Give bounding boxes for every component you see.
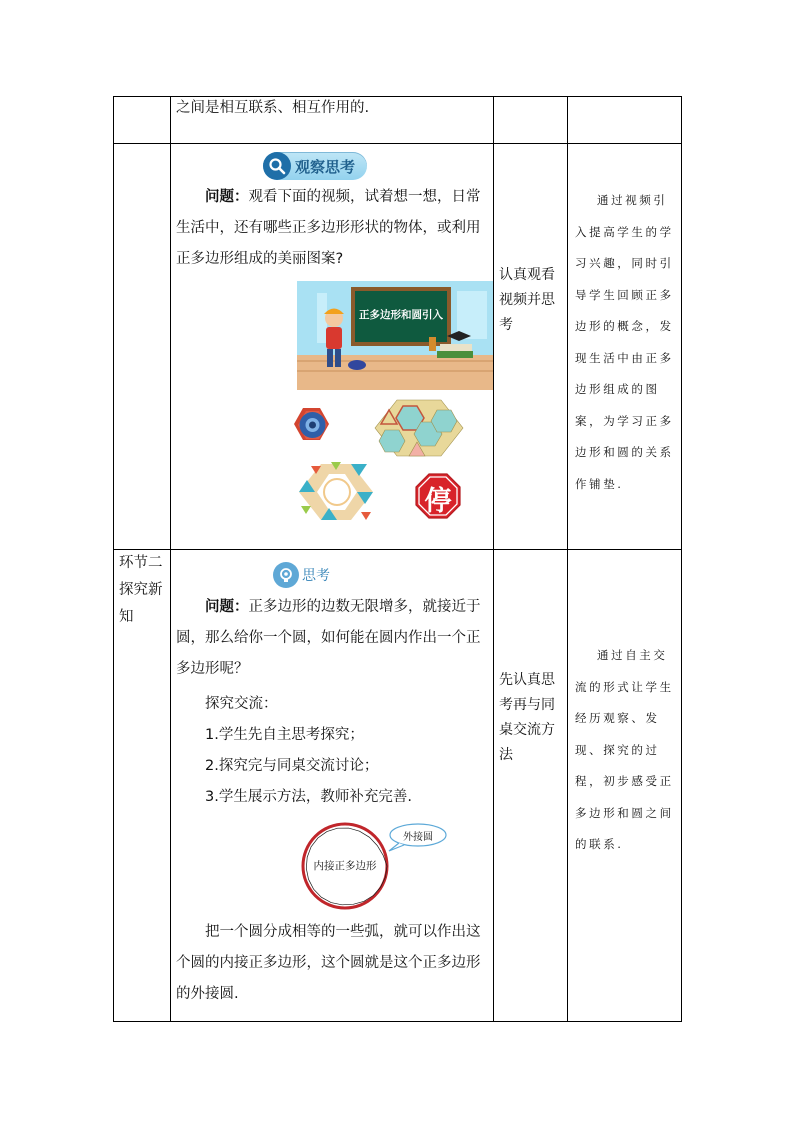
- stop-sign-text: 停: [424, 486, 452, 517]
- ring-pattern-image: [299, 462, 373, 520]
- nut-hexagon-image: [294, 408, 329, 440]
- content-cell: [171, 144, 494, 550]
- hexagon-tiling-image: [375, 400, 463, 456]
- design-intent: 通过视频引入提高学生的学习兴趣，同时引导学生回顾正多边形的概念，发现生活中由正多边形组成的图案，为学习正多边形和圆的关系作铺垫.: [575, 193, 674, 491]
- think-badge: [273, 562, 340, 588]
- badge-label: 观察思考: [295, 157, 356, 176]
- stage-cell: [114, 550, 171, 1022]
- continued-text: 之间是相互联系、相互作用的.: [176, 100, 370, 116]
- table-row: [114, 550, 682, 1022]
- intent-cell: [568, 97, 682, 144]
- inscribed-polygon-diagram: [171, 815, 493, 911]
- video-title: 正多边形和圆引入: [359, 309, 443, 321]
- question-paragraph: [171, 592, 493, 685]
- step-item: 3.学生展示方法，教师补充完善.: [205, 789, 412, 805]
- stage-label: 环节二探究新知: [119, 555, 163, 625]
- head-gear-icon: [273, 562, 299, 588]
- student-activity: 先认真思考再与同桌交流方法: [499, 672, 555, 763]
- student-cell: [494, 550, 568, 1022]
- student-cell: [494, 97, 568, 144]
- design-intent: 通过自主交流的形式让学生经历观察、发现、探究的过程，初步感受正多边形和圆之间的联系.: [575, 648, 674, 851]
- intent-cell: [568, 550, 682, 1022]
- video-thumbnail[interactable]: [297, 281, 493, 390]
- stage-cell: [114, 97, 171, 144]
- magnifier-icon: [263, 152, 291, 180]
- table-row: [114, 144, 682, 550]
- question-label: 问题：: [205, 599, 249, 615]
- student-cell: [494, 144, 568, 550]
- stage-cell: [114, 144, 171, 550]
- question-paragraph: [171, 182, 493, 275]
- content-cell: [171, 550, 494, 1022]
- explore-title: 探究交流：: [205, 696, 278, 712]
- question-label: 问题：: [205, 189, 249, 205]
- classroom-illustration: [297, 281, 493, 390]
- question-text: 正多边形的边数无限增多，就接近于圆，那么给你一个圆，如何能在圆内作出一个正多边形呢？: [176, 599, 481, 677]
- circumcircle-label: 外接圆: [403, 832, 433, 843]
- question-text: 观看下面的视频，试着想一想，日常生活中，还有哪些正多边形形状的物体，或利用正多边形组成的美丽图案?: [176, 189, 481, 267]
- content-cell: [171, 97, 494, 144]
- badge-label: 思考: [302, 568, 330, 584]
- conclusion-paragraph: 把一个圆分成相等的一些弧，就可以作出这个圆的内接正多边形，这个圆就是这个正多边形的外接圆.: [176, 924, 481, 1002]
- polygon-examples: [171, 396, 493, 540]
- student-activity: 认真观看视频并思考: [499, 267, 555, 333]
- inscribed-polygon-label: 内接正多边形: [313, 860, 377, 872]
- intent-cell: [568, 144, 682, 550]
- step-item: 1.学生先自主思考探究；: [205, 727, 364, 743]
- table-row: [114, 97, 682, 144]
- step-item: 2.探究完与同桌交流讨论；: [205, 758, 379, 774]
- observe-think-badge: [263, 152, 367, 180]
- lesson-table: [113, 96, 682, 1022]
